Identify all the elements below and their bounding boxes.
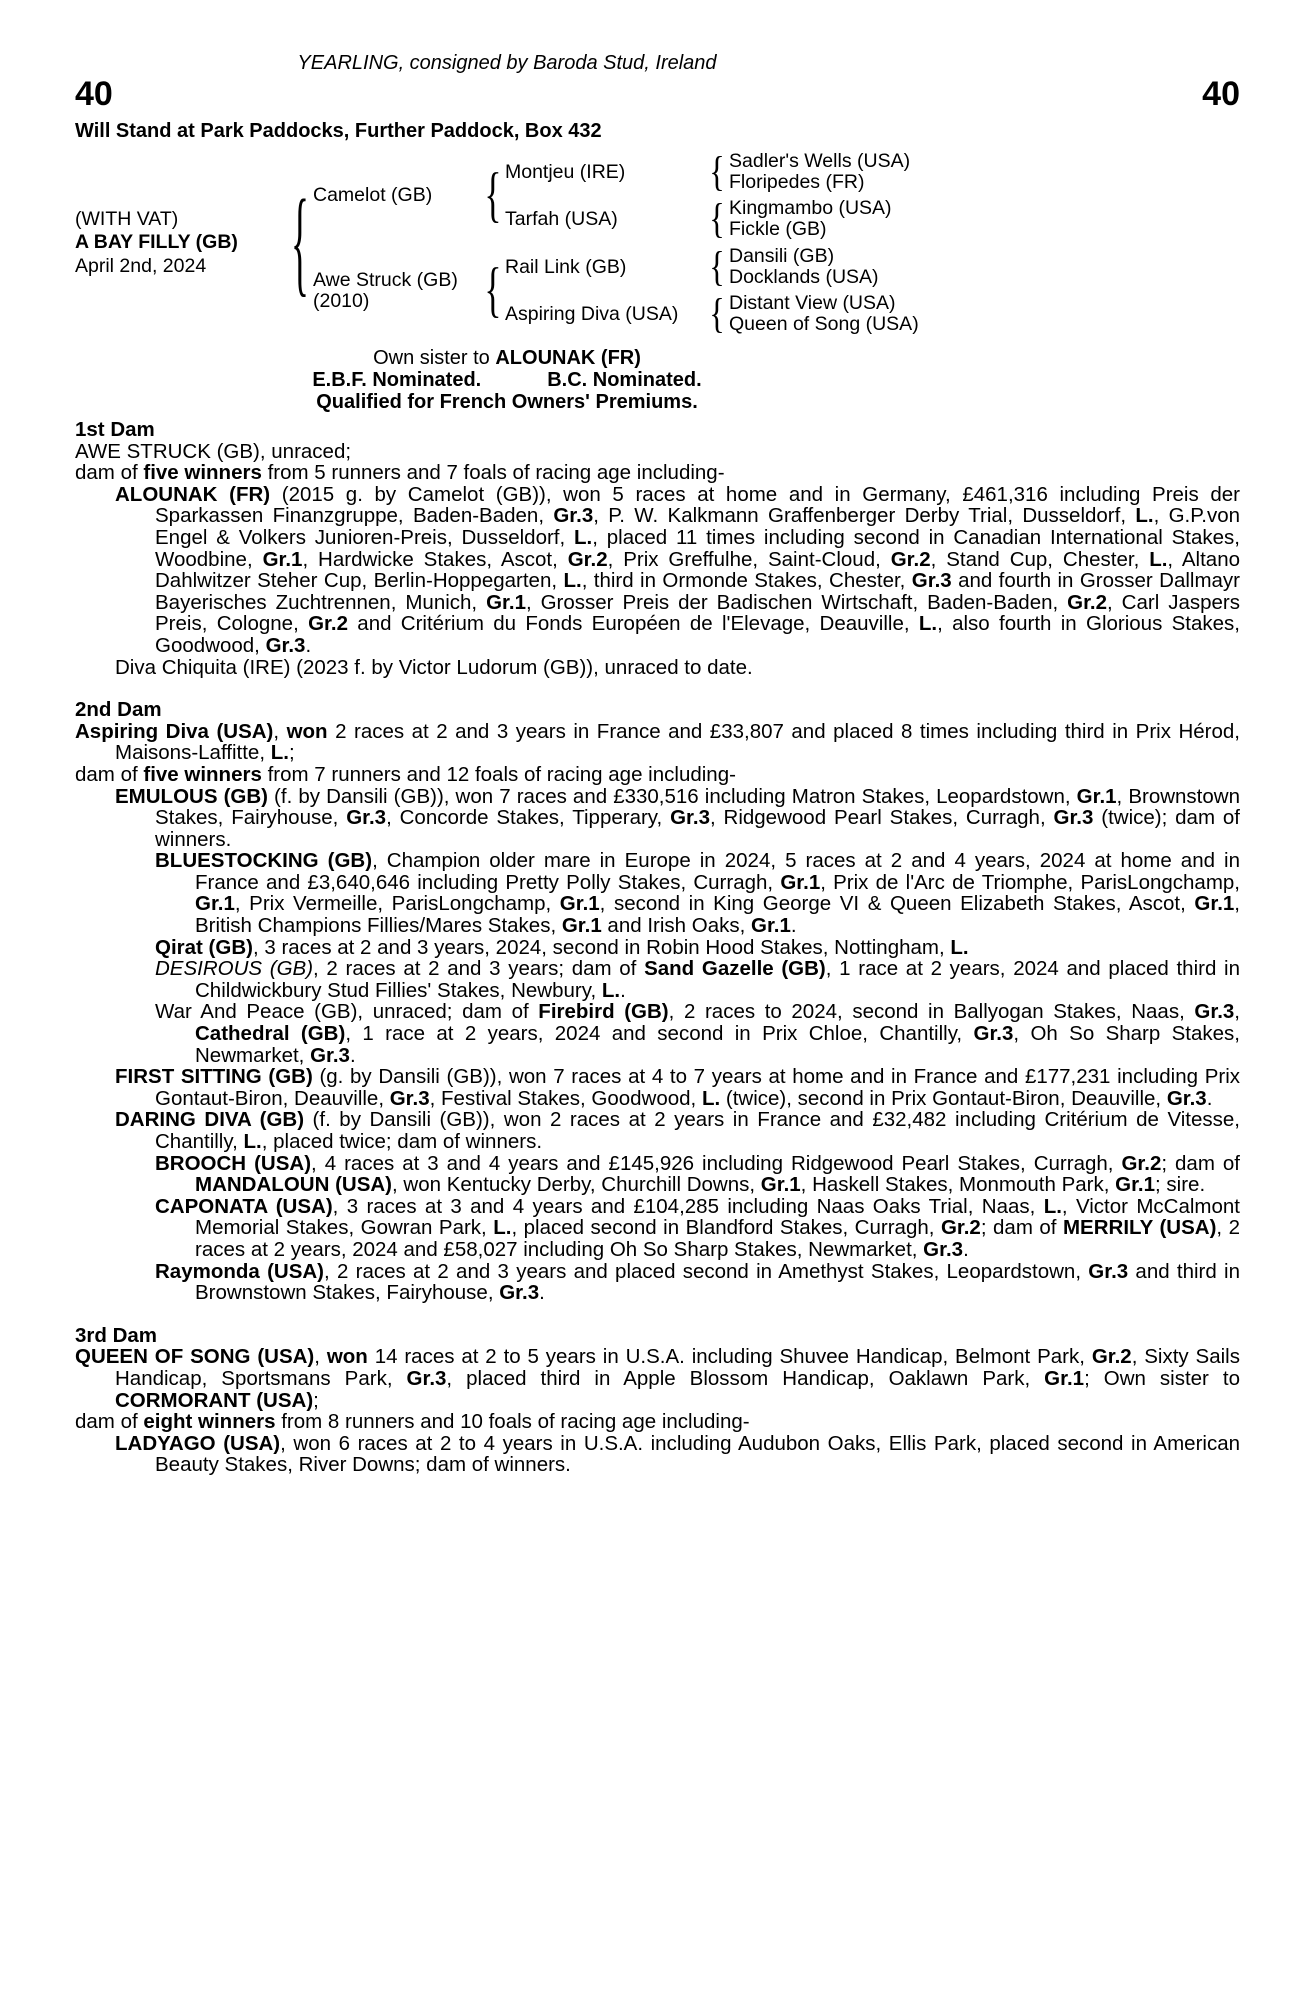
dam-year: (2010) xyxy=(313,289,370,312)
foal-date: April 2nd, 2024 xyxy=(75,254,207,277)
entry-desirous: DESIROUS (GB), 2 races at 2 and 3 years; dam of Sand Gazelle (GB), 1 race at 2 years, 2024 and placed third in Childwickbury Stud Fillies' Stakes, Newbury, L.. xyxy=(155,957,1240,1002)
entry-bluestocking: BLUESTOCKING (GB), Champion older mare in Europe in 2024, 5 races at 2 and 4 years, 2024 at home and in France and £3,640,646 including Pretty Polly Stakes, Curragh, Gr.1, Prix de l'Arc de Triomphe, ParisLongchamp, Gr.1, Prix Vermeille, ParisLongchamp, Gr.1, second in King George VI & Queen Elizabeth Stakes, Ascot, Gr.1, British Champions Fillies/Mares Stakes, Gr.1 and Irish Oaks, Gr.1. xyxy=(155,849,1241,938)
sire-name: Camelot (GB) xyxy=(313,184,433,206)
dam-name: Awe Struck (GB) xyxy=(313,268,458,291)
dam-sire-name: Rail Link (GB) xyxy=(505,255,627,278)
entry-daring-diva: DARING DIVA (GB) (f. by Dansili (GB)), won 2 races at 2 years in France and £32,482 including Critérium de Vitesse, Chantilly, L., placed twice; dam of winners. xyxy=(115,1108,1240,1153)
entry-alounak: ALOUNAK (FR) (2015 g. by Camelot (GB)), won 5 races at home and in Germany, £461,316 including Preis der Sparkassen Finanzgruppe, Baden-Baden, Gr.3, P. W. Kalkmann Graffenberger Derby Trial, Dusseldorf, L., G.P.von Engel & Volkers Junioren-Preis, Dusseldorf, L., placed 11 times including second in Canadian International Stakes, Woodbine, Gr.1, Hardwicke Stakes, Ascot, Gr.2, Prix Greffulhe, Saint-Cloud, Gr.2, Stand Cup, Chester, L., Altano Dahlwitzer Steher Cup, Berlin-Hoppegarten, L., third in Ormonde Stakes, Chester, Gr.3 and fourth in Grosser Dallmayr Bayerisches Zuchtrennen, Munich, Gr.1, Grosser Preis der Badischen Wirtschaft, Baden-Baden, Gr.2, Carl Jaspers Preis, Cologne, Gr.2 and Critérium du Fonds Européen de l'Elevage, Deauville, L., also fourth in Glorious Stakes, Goodwood, Gr.3. xyxy=(115,482,1241,657)
sire-dam-name: Tarfah (USA) xyxy=(505,207,618,230)
own-sister-line: Own sister to ALOUNAK (FR) xyxy=(373,347,641,369)
produce-summary-1: dam of five winners from 5 runners and 7 foals of racing age including- xyxy=(75,461,725,485)
sire-row xyxy=(313,148,919,243)
nomination-notes xyxy=(75,347,939,413)
vat-note: (WITH VAT) xyxy=(75,207,179,230)
dam-dam-name: Aspiring Diva (USA) xyxy=(505,302,679,325)
sire-brace: { xyxy=(484,162,502,229)
catalogue-body xyxy=(75,419,1240,1476)
section-heading-3rd-dam: 3rd Dam xyxy=(75,1323,158,1347)
dam-dam-sire-name: Distant View (USA) xyxy=(729,292,896,314)
premiums-line: Qualified for French Owners' Premiums. xyxy=(316,391,698,413)
first-dam-line: AWE STRUCK (GB), unraced; xyxy=(75,439,352,463)
dam-name-cell xyxy=(313,270,481,312)
entry-caponata: CAPONATA (USA), 3 races at 3 and 4 years and £104,285 including Naas Oaks Trial, Naas, L., Victor McCalmont Memorial Stakes, Gowran Park, L., placed second in Blandford Stakes, Curragh, Gr.2; dam of MERRILY (USA), 2 races at 2 years, 2024 and £58,027 including Oh So Sharp Stakes, Newmarket, Gr.3. xyxy=(155,1194,1240,1261)
sire-dam-sire-name: Kingmambo (USA) xyxy=(729,197,892,219)
entry-war-and-peace: War And Peace (GB), unraced; dam of Firebird (GB), 2 races to 2024, second in Ballyogan Stakes, Naas, Gr.3, Cathedral (GB), 1 race at 2 years, 2024 and second in Prix Chloe, Chantilly, Gr.3, Oh So Sharp Stakes, Newmarket, Gr.3. xyxy=(155,1000,1241,1067)
entry-ladyago: LADYAGO (USA), won 6 races at 2 to 4 years in U.S.A. including Audubon Oaks, Ellis Park, placed second in American Beauty Stakes, River Downs; dam of winners. xyxy=(115,1431,1241,1477)
dam-dam-dam-name: Queen of Song (USA) xyxy=(729,313,919,335)
bc-nominated: B.C. Nominated. xyxy=(547,369,702,391)
sire-sire-dam-name: Floripedes (FR) xyxy=(729,171,865,193)
horse-details xyxy=(75,208,287,279)
dam-dam-brace: { xyxy=(709,290,725,338)
pedigree-generations xyxy=(313,148,919,338)
lot-number-row xyxy=(75,77,1240,111)
lot-number-left: 40 xyxy=(75,75,113,113)
dam-row xyxy=(313,243,919,338)
entry-diva-chiquita: Diva Chiquita (IRE) (2023 f. by Victor Ludorum (GB)), unraced to date. xyxy=(115,655,753,679)
produce-summary-3: dam of eight winners from 8 runners and 10 foals of racing age including- xyxy=(75,1410,750,1434)
horse-name: A BAY FILLY (GB) xyxy=(75,231,238,254)
dam-brace: { xyxy=(484,257,502,324)
dam-dam-row xyxy=(505,290,919,338)
sire-sire-brace: { xyxy=(709,148,725,196)
entry-raymonda: Raymonda (USA), 2 races at 2 and 3 years and placed second in Amethyst Stakes, Leopardstown, Gr.3 and third in Brownstown Stakes, Fairyhouse, Gr.3. xyxy=(155,1259,1241,1305)
dam-sire-row xyxy=(505,243,919,291)
lot-number-right: 40 xyxy=(1202,75,1240,113)
dam-sire-brace: { xyxy=(709,243,725,291)
sire-sire-row xyxy=(505,148,911,196)
third-dam-line: QUEEN OF SONG (USA), won 14 races at 2 to 5 years in U.S.A. including Shuvee Handicap, Belmont Park, Gr.2, Sixty Sails Handicap, Sportsmans Park, Gr.3, placed third in Apple Blossom Handicap, Oaklawn Park, Gr.1; Own sister to CORMORANT (USA); xyxy=(75,1345,1240,1412)
sire-sire-sire-name: Sadler's Wells (USA) xyxy=(729,150,911,172)
pedigree-main-brace: { xyxy=(291,175,309,308)
entry-qirat: Qirat (GB), 3 races at 2 and 3 years, 2024, second in Robin Hood Stakes, Nottingham, L. xyxy=(155,935,969,959)
sire-sire-name: Montjeu (IRE) xyxy=(505,160,626,183)
entry-brooch: BROOCH (USA), 4 races at 3 and 4 years and £145,926 including Ridgewood Pearl Stakes, Curragh, Gr.2; dam of MANDALOUN (USA), won Kentucky Derby, Churchill Downs, Gr.1, Haskell Stakes, Monmouth Park, Gr.1; sire. xyxy=(155,1151,1240,1197)
sire-dam-row xyxy=(505,195,910,243)
dam-sire-dam-name: Docklands (USA) xyxy=(729,266,879,288)
stand-location-line: Will Stand at Park Paddocks, Further Paddock, Box 432 xyxy=(75,120,602,142)
second-dam-line: Aspiring Diva (USA), won 2 races at 2 and 3 years in France and £33,807 and placed 8 times including third in Prix Hérod, Maisons-Laffitte, L.; xyxy=(75,719,1240,765)
entry-emulous: EMULOUS (GB) (f. by Dansili (GB)), won 7 races and £330,516 including Matron Stakes, Leopardstown, Gr.1, Brownstown Stakes, Fairyhouse, Gr.3, Concorde Stakes, Tipperary, Gr.3, Ridgewood Pearl Stakes, Curragh, Gr.3 (twice); dam of winners. xyxy=(115,784,1240,851)
section-heading-1st-dam: 1st Dam xyxy=(75,418,155,441)
sire-dam-dam-name: Fickle (GB) xyxy=(729,218,827,240)
nominations-line xyxy=(75,369,939,391)
dam-sire-sire-name: Dansili (GB) xyxy=(729,245,835,267)
ebf-nominated: E.B.F. Nominated. xyxy=(312,369,482,391)
sire-dam-brace: { xyxy=(709,195,725,243)
section-heading-2nd-dam: 2nd Dam xyxy=(75,698,162,722)
produce-summary-2: dam of five winners from 7 runners and 12 foals of racing age including- xyxy=(75,762,736,786)
entry-first-sitting: FIRST SITTING (GB) (g. by Dansili (GB)), won 7 races at 4 to 7 years at home and in France and £177,231 including Prix Gontaut-Biron, Deauville, Gr.3, Festival Stakes, Goodwood, L. (twice), second in Prix Gontaut-Biron, Deauville, Gr.3. xyxy=(115,1065,1240,1110)
pedigree-table xyxy=(75,148,1240,338)
consignor-line: YEARLING, consigned by Baroda Stud, Ireland xyxy=(297,52,717,74)
